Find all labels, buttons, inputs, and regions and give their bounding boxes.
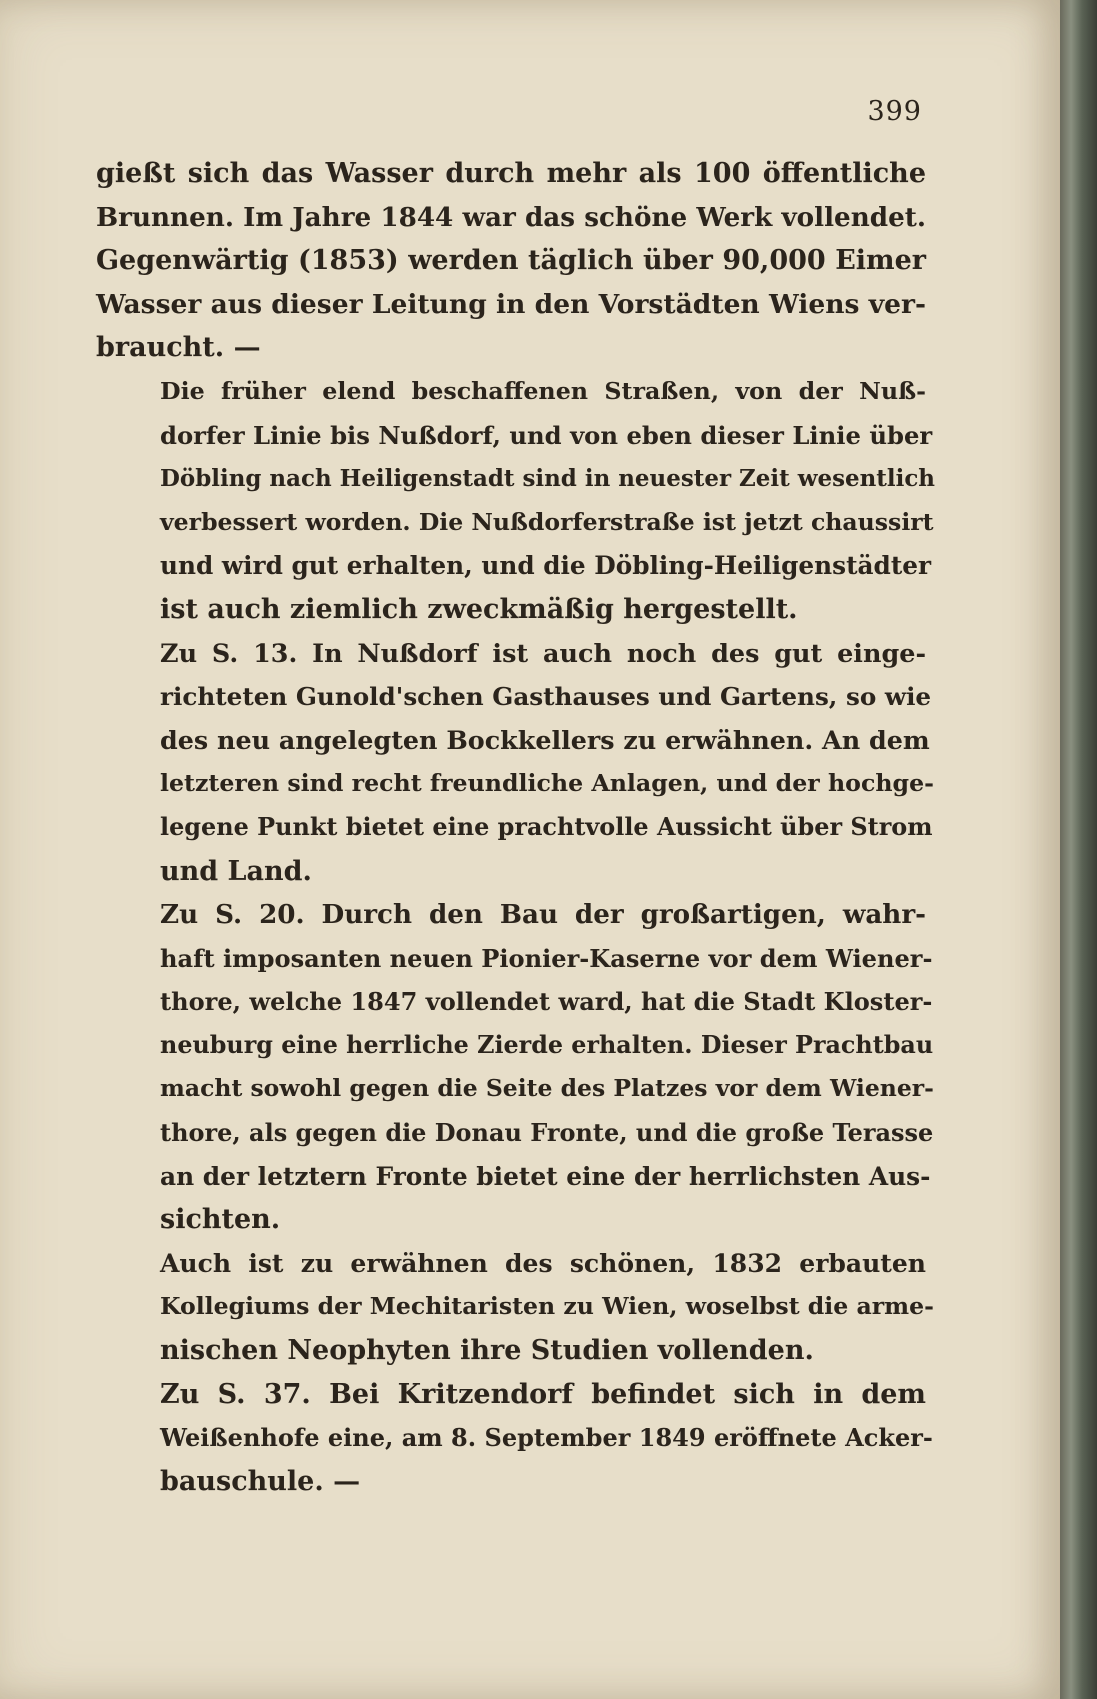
page-number: 399: [867, 96, 922, 127]
text-line: und Land.: [160, 855, 312, 887]
text-line: Döbling nach Heiligenstadt sind in neuester Zeit wesentlich: [160, 465, 935, 493]
text-line: macht sowohl gegen die Seite des Platzes vor dem Wiener-: [160, 1074, 934, 1103]
text-line: Weißenhofe eine, am 8. September 1849 eröffnete Acker-: [160, 1423, 933, 1453]
text-line: thore, als gegen die Donau Fronte, und die große Terasse: [160, 1118, 934, 1148]
text-line: an der letztern Fronte bietet eine der herrlichsten Aus-: [160, 1161, 931, 1191]
text-line: Auch ist zu erwähnen des schönen, 1832 erbauten: [160, 1247, 926, 1278]
text-line: legene Punkt bietet eine prachtvolle Aussicht über Strom: [160, 812, 933, 841]
text-line: thore, welche 1847 vollendet ward, hat die Stadt Kloster-: [160, 987, 933, 1017]
text-line: letzteren sind recht freundliche Anlagen, und der hochge-: [160, 769, 934, 798]
paragraph: [96, 893, 934, 1242]
text-line: Gegenwärtig (1853) werden täglich über 90,000 Eimer: [96, 245, 926, 277]
text-line: sichten.: [160, 1204, 281, 1236]
text-line: Wasser aus dieser Leitung in den Vorstädten Wiens ver-: [96, 288, 926, 320]
text-line: Zu S. 37. Bei Kritzendorf befindet sich in dem: [160, 1378, 926, 1410]
paragraph: [96, 1242, 934, 1373]
text-line: Die früher elend beschaffenen Straßen, von der Nuß-: [160, 376, 926, 405]
text-line: verbessert worden. Die Nußdorferstraße ist jetzt chaussirt: [160, 507, 934, 536]
body-text: [96, 152, 935, 1503]
text-line: nischen Neophyten ihre Studien vollenden.: [160, 1335, 814, 1367]
text-line: richteten Gunold'schen Gasthauses und Gartens, so wie: [160, 682, 932, 712]
text-line: ist auch ziemlich zweckmäßig hergestellt.: [160, 593, 798, 625]
paragraph: [96, 1373, 933, 1504]
text-line: braucht. —: [96, 332, 261, 364]
text-line: des neu angelegten Bockkellers zu erwähnen. An dem: [160, 724, 930, 755]
paragraph: [96, 152, 926, 370]
text-line: Zu S. 13. In Nußdorf ist auch noch des gut einge-: [160, 637, 926, 668]
text-line: gießt sich das Wasser durch mehr als 100 öffentliche: [96, 158, 926, 189]
paragraph: [96, 370, 935, 632]
text-line: haft imposanten neuen Pionier-Kaserne vor dem Wiener-: [160, 943, 933, 973]
text-line: und wird gut erhalten, und die Döbling-Heiligenstädter: [160, 551, 932, 581]
text-line: Kollegiums der Mechitaristen zu Wien, woselbst die arme-: [160, 1292, 934, 1321]
text-line: Zu S. 20. Durch den Bau der großartigen, wahr-: [160, 899, 926, 931]
text-line: bauschule. —: [160, 1465, 361, 1497]
book-edge: [1060, 0, 1097, 1699]
text-line: Brunnen. Im Jahre 1844 war das schöne Werk vollendet.: [96, 201, 926, 233]
text-line: dorfer Linie bis Nußdorf, und von eben dieser Linie über: [160, 420, 933, 450]
text-line: neuburg eine herrliche Zierde erhalten. Dieser Prachtbau: [160, 1030, 934, 1059]
paragraph: [96, 632, 934, 894]
